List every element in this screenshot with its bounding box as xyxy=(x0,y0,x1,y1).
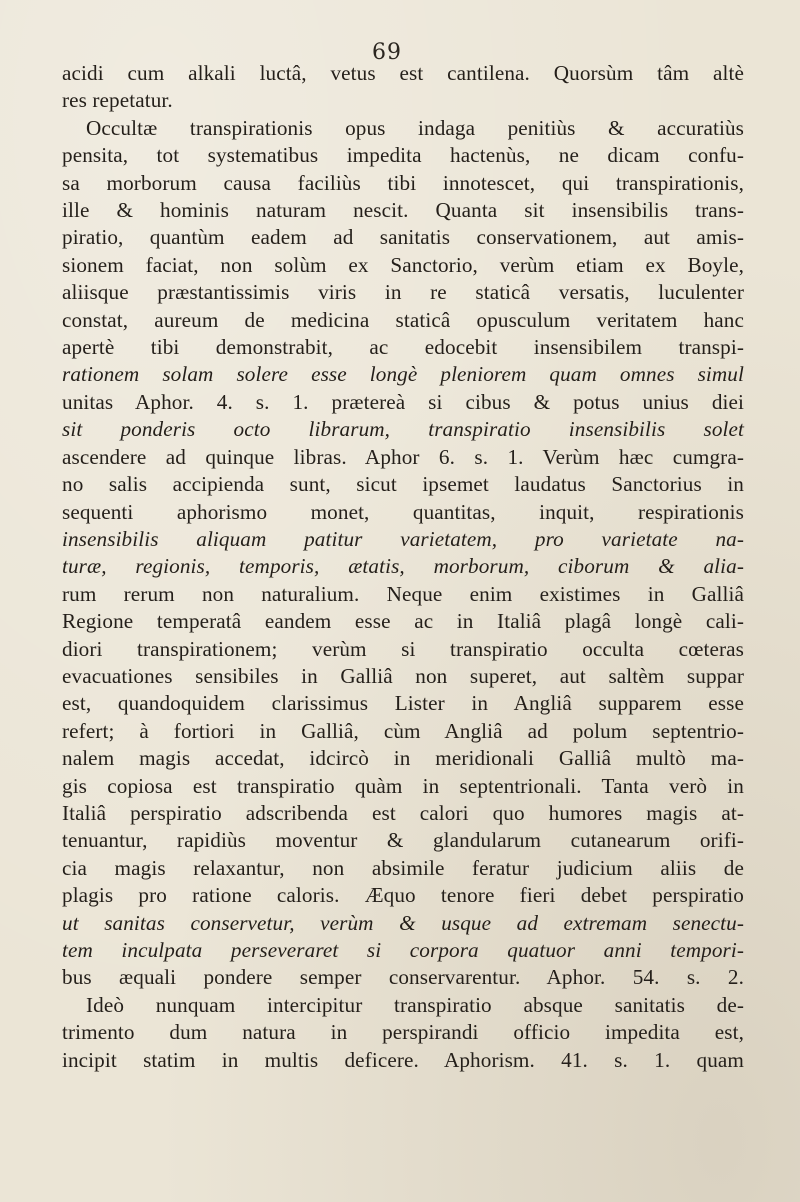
text-line: evacuationes sensibiles in Galliâ non superet, aut saltèm suppar xyxy=(62,663,744,688)
text-line: gis copiosa est transpiratio quàm in septentrionali. Tanta verò in xyxy=(62,773,744,798)
text-line: aliisque præstantissimis viris in re staticâ versatis, luculenter xyxy=(62,280,744,305)
page-number: 69 xyxy=(372,40,402,65)
text-line: turæ, regionis, temporis, ætatis, morborum, ciborum & alia- xyxy=(62,554,744,579)
text-line: cia magis relaxantur, non absimile feratur judicium aliis de xyxy=(62,855,744,880)
text-line: no salis accipienda sunt, sicut ipsemet laudatus Sanctorius in xyxy=(62,472,744,497)
text-line: sit ponderis octo librarum, transpiratio insensibilis solet xyxy=(62,417,744,442)
text-line: sionem faciat, non solùm ex Sanctorio, verùm etiam ex Boyle, xyxy=(62,252,744,277)
text-line: piratio, quantùm eadem ad sanitatis conservationem, aut amis- xyxy=(62,225,744,250)
text-line: nalem magis accedat, idcircò in meridionali Galliâ multò ma- xyxy=(62,746,744,771)
text-line: diori transpirationem; verùm si transpiratio occulta cœteras xyxy=(62,636,744,661)
text-line: apertè tibi demonstrabit, ac edocebit insensibilem transpi- xyxy=(62,335,744,360)
text-line: Italiâ perspiratio adscribenda est calori quo humores magis at- xyxy=(62,800,744,825)
text-line: constat, aureum de medicina staticâ opusculum veritatem hanc xyxy=(62,307,744,332)
text-line: res repetatur. xyxy=(62,88,173,113)
text-line: Regione temperatâ eandem esse ac in Italiâ plagâ longè cali- xyxy=(62,609,744,634)
text-line: plagis pro ratione caloris. Æquo tenore fieri debet perspiratio xyxy=(62,883,744,908)
text-line: rationem solam solere esse longè pleniorem quam omnes simul xyxy=(62,362,744,387)
text-line: ut sanitas conservetur, verùm & usque ad extremam senectu- xyxy=(62,910,744,935)
text-line: sequenti aphorismo monet, quantitas, inquit, respirationis xyxy=(62,499,744,524)
text-line: trimento dum natura in perspirandi officio impedita est, xyxy=(62,1020,744,1045)
text-line: ille & hominis naturam nescit. Quanta sit insensibilis trans- xyxy=(62,198,744,223)
body-text xyxy=(62,60,744,1074)
text-line: refert; à fortiori in Galliâ, cùm Angliâ ad polum septentrio- xyxy=(62,718,744,743)
text-line: acidi cum alkali luctâ, vetus est cantilena. Quorsùm tâm altè xyxy=(62,61,744,85)
text-line: tem inculpata perseveraret si corpora quatuor anni tempori- xyxy=(62,938,744,962)
text-line: insensibilis aliquam patitur varietatem, pro varietate na- xyxy=(62,526,744,551)
text-line: sa morborum causa faciliùs tibi innotescet, qui transpirationis, xyxy=(62,170,744,195)
text-line: ascendere ad quinque libras. Aphor 6. s. 1. Verùm hæc cumgra- xyxy=(62,444,744,469)
text-line: tenuantur, rapidiùs moventur & glandularum cutanearum orifi- xyxy=(62,828,744,853)
text-line: Occultæ transpirationis opus indaga penitiùs & accuratiùs xyxy=(86,115,744,140)
text-line: rum rerum non naturalium. Neque enim existimes in Galliâ xyxy=(62,581,744,606)
text-line: Ideò nunquam intercipitur transpiratio absque sanitatis de- xyxy=(86,992,744,1017)
text-line: unitas Aphor. 4. s. 1. prætereà si cibus & potus unius diei xyxy=(62,389,744,414)
text-line: est, quandoquidem clarissimus Lister in Angliâ supparem esse xyxy=(62,691,744,716)
text-line: pensita, tot systematibus impedita hactenùs, ne dicam confu- xyxy=(62,143,744,168)
text-line: incipit statim in multis deficere. Aphorism. 41. s. 1. quam xyxy=(62,1047,744,1072)
text-line: bus æquali pondere semper conservarentur. Aphor. 54. s. 2. xyxy=(62,965,744,990)
